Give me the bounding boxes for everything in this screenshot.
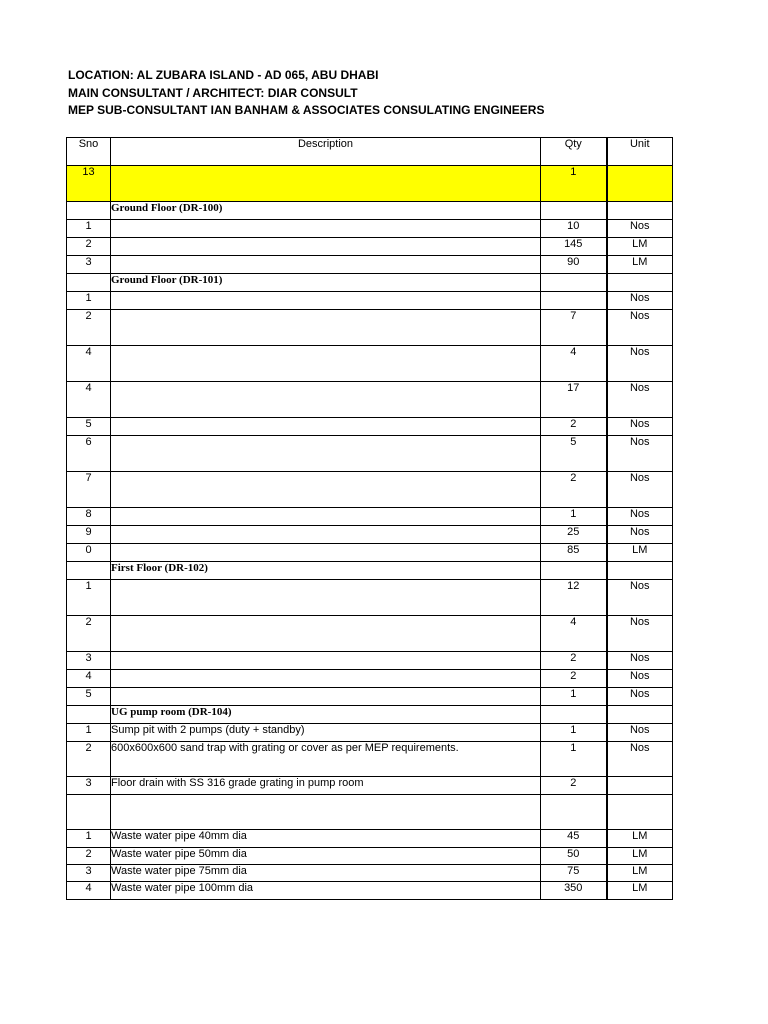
bill-of-quantities-table [66,137,673,900]
unit-cell: Nos [607,742,673,777]
description-cell: Waste water pipe 75mm dia [111,865,541,882]
unit-cell [607,706,673,724]
table-row [67,508,673,526]
sno-cell: 4 [67,346,111,382]
qty-cell: 10 [541,220,607,238]
qty-cell [541,292,607,310]
qty-cell: 2 [541,777,607,795]
table-row [67,882,673,900]
unit-cell [607,795,673,830]
table-row [67,777,673,795]
unit-cell: Nos [607,526,673,544]
table-row [67,292,673,310]
sno-cell: 8 [67,508,111,526]
table-row [67,544,673,562]
table-row [67,166,673,202]
sno-cell: 6 [67,436,111,472]
qty-cell: 2 [541,418,607,436]
table-header-row [67,138,673,166]
qty-cell: 17 [541,382,607,418]
qty-cell: 2 [541,472,607,508]
table-row [67,795,673,830]
description-cell [111,346,541,382]
sno-cell: 1 [67,830,111,848]
table-row [67,724,673,742]
section-title: Ground Floor (DR-101) [111,274,541,292]
qty-cell [541,202,607,220]
qty-cell: 75 [541,865,607,882]
section-title: UG pump room (DR-104) [111,706,541,724]
description-cell [111,436,541,472]
sno-cell: 3 [67,256,111,274]
qty-cell: 45 [541,830,607,848]
sno-cell: 9 [67,526,111,544]
description-cell [111,310,541,346]
qty-cell: 350 [541,882,607,900]
sno-cell [67,706,111,724]
description-cell [111,292,541,310]
unit-cell: Nos [607,616,673,652]
description-cell: Sump pit with 2 pumps (duty + standby) [111,724,541,742]
unit-cell: LM [607,830,673,848]
qty-cell [541,274,607,292]
qty-cell: 50 [541,848,607,865]
unit-cell [607,274,673,292]
description-cell: 600x600x600 sand trap with grating or cover as per MEP requirements. [111,742,541,777]
section-title: Ground Floor (DR-100) [111,202,541,220]
consultant-line: MAIN CONSULTANT / ARCHITECT: DIAR CONSULT [68,85,358,100]
unit-cell: LM [607,256,673,274]
description-header: Description [111,138,541,166]
sno-cell [67,795,111,830]
unit-cell: Nos [607,670,673,688]
sno-cell [67,562,111,580]
qty-cell: 90 [541,256,607,274]
sno-cell: 1 [67,292,111,310]
description-cell [111,418,541,436]
description-cell [111,256,541,274]
section-row [67,562,673,580]
table-row [67,670,673,688]
table-row [67,688,673,706]
unit-cell: LM [607,848,673,865]
sno-cell: 0 [67,544,111,562]
sno-cell [67,202,111,220]
table-body [67,166,673,900]
qty-cell: 4 [541,616,607,652]
description-cell: Waste water pipe 100mm dia [111,882,541,900]
unit-cell: Nos [607,220,673,238]
qty-cell: 1 [541,742,607,777]
table-row [67,865,673,882]
unit-cell: LM [607,238,673,256]
qty-cell: 145 [541,238,607,256]
unit-cell [607,166,673,202]
unit-cell: Nos [607,292,673,310]
description-cell [111,544,541,562]
description-cell [111,670,541,688]
sno-cell: 2 [67,238,111,256]
sno-cell: 2 [67,742,111,777]
sno-cell: 4 [67,382,111,418]
description-cell [111,526,541,544]
description-cell: Waste water pipe 50mm dia [111,848,541,865]
qty-cell [541,562,607,580]
sno-cell [67,274,111,292]
description-cell [111,795,541,830]
qty-cell: 5 [541,436,607,472]
unit-cell: Nos [607,472,673,508]
qty-cell: 2 [541,652,607,670]
sno-cell: 2 [67,616,111,652]
qty-cell: 4 [541,346,607,382]
table-row [67,830,673,848]
unit-cell: Nos [607,652,673,670]
sno-cell: 3 [67,652,111,670]
sno-cell: 7 [67,472,111,508]
table-row [67,848,673,865]
description-cell [111,382,541,418]
unit-cell: LM [607,544,673,562]
sno-cell: 4 [67,882,111,900]
unit-cell: Nos [607,724,673,742]
qty-cell [541,706,607,724]
description-cell [111,580,541,616]
sno-cell: 3 [67,777,111,795]
description-cell [111,652,541,670]
unit-cell: Nos [607,310,673,346]
unit-cell: Nos [607,418,673,436]
sno-cell: 13 [67,166,111,202]
qty-cell: 1 [541,688,607,706]
table-row [67,580,673,616]
description-cell [111,688,541,706]
table-row [67,310,673,346]
unit-cell: LM [607,882,673,900]
unit-cell: Nos [607,580,673,616]
unit-header: Unit [607,138,673,166]
qty-cell: 2 [541,670,607,688]
table-row [67,220,673,238]
table-row [67,382,673,418]
description-cell [111,238,541,256]
sno-cell: 1 [67,724,111,742]
sno-cell: 3 [67,865,111,882]
qty-cell: 12 [541,580,607,616]
mep-line: MEP SUB-CONSULTANT IAN BANHAM & ASSOCIATES CONSULATING ENGINEERS [68,103,545,117]
description-cell [111,508,541,526]
qty-cell: 25 [541,526,607,544]
location-line: LOCATION: AL ZUBARA ISLAND - AD 065, ABU DHABI [68,68,379,82]
unit-cell: LM [607,865,673,882]
table-row [67,238,673,256]
sno-cell: 5 [67,688,111,706]
document-header [68,67,544,120]
section-row [67,202,673,220]
qty-header: Qty [541,138,607,166]
qty-cell: 1 [541,166,607,202]
unit-cell: Nos [607,346,673,382]
description-cell: Floor drain with SS 316 grade grating in pump room [111,777,541,795]
sno-cell: 2 [67,310,111,346]
sno-cell: 2 [67,848,111,865]
table-row [67,616,673,652]
description-cell [111,220,541,238]
sno-cell: 1 [67,220,111,238]
table-row [67,436,673,472]
sno-cell: 1 [67,580,111,616]
table-row [67,652,673,670]
description-cell [111,616,541,652]
unit-cell [607,202,673,220]
section-row [67,274,673,292]
table-row [67,346,673,382]
qty-cell: 1 [541,724,607,742]
table-row [67,256,673,274]
qty-cell [541,795,607,830]
qty-cell: 7 [541,310,607,346]
unit-cell: Nos [607,508,673,526]
table-row [67,418,673,436]
sno-cell: 5 [67,418,111,436]
unit-cell [607,562,673,580]
table-row [67,742,673,777]
table-row [67,526,673,544]
unit-cell: Nos [607,382,673,418]
qty-cell: 1 [541,508,607,526]
unit-cell: Nos [607,688,673,706]
description-cell: Waste water pipe 40mm dia [111,830,541,848]
section-title: First Floor (DR-102) [111,562,541,580]
unit-cell [607,777,673,795]
description-cell [111,472,541,508]
sno-cell: 4 [67,670,111,688]
sno-header: Sno [67,138,111,166]
description-cell [111,166,541,202]
table-row [67,472,673,508]
unit-cell: Nos [607,436,673,472]
section-row [67,706,673,724]
qty-cell: 85 [541,544,607,562]
